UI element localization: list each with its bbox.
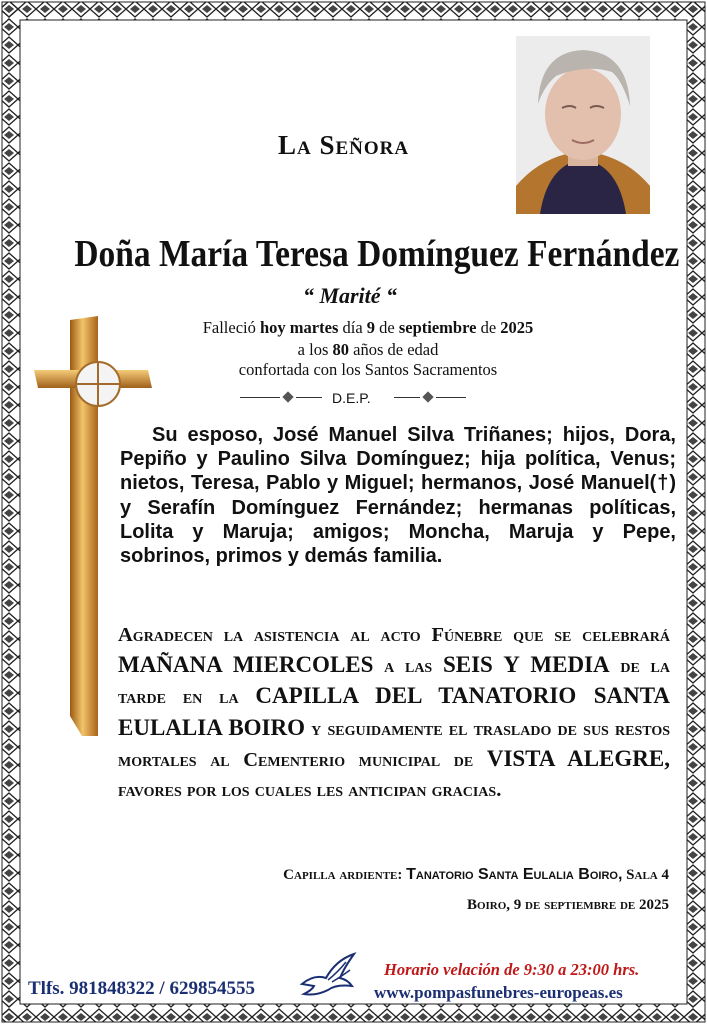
- phone-numbers: Tlfs. 981848322 / 629854555: [28, 981, 255, 999]
- deceased-nickname: “ Marité “: [302, 283, 398, 308]
- place-date: Boiro, 9 de septiembre de 2025: [466, 897, 669, 913]
- death-date-line: Falleció hoy martes día 9 de septiembre de 2025: [202, 318, 534, 337]
- chapel-line: Capilla ardiente: Tanatorio Santa Eulalia Boiro, Sala 4: [283, 866, 669, 883]
- dove-logo-icon: [298, 950, 358, 1000]
- deceased-name: Doña María Teresa Domínguez Fernández: [74, 233, 680, 275]
- family-paragraph: Su esposo, José Manuel Silva Triñanes; hijos, Dora, Pepiño y Paulino Silva Domínguez; hija política, Venus; nietos, Teresa, Pablo y Miguel; hermanos, José Manuel(†) y Serafín Domínguez Fernández; hermanas políticas, Lolita y Maruja; amigos; Moncha, Maruja y Pepe, sobrinos, primos y demás familia.: [120, 424, 676, 568]
- wake-hours: Horario velación de 9:30 a 23:00 hrs.: [384, 960, 640, 979]
- dep-separator: [240, 388, 470, 408]
- portrait-photo: [516, 36, 650, 214]
- sacraments-line: confortada con los Santos Sacramentos: [238, 360, 498, 379]
- website-link[interactable]: www.pompasfunebres-europeas.es: [374, 983, 623, 1002]
- title-prefix: La Señora: [278, 130, 410, 160]
- age-line: a los 80 años de edad: [297, 340, 439, 359]
- announcement-paragraph: Agradecen la asistencia al acto Fúnebre que se celebrará MAÑANA MIERCOLES a las SEIS Y MEDIA de la tarde en la CAPILLA DEL TANATORIO SANTA EULALIA BOIRO y seguidamente el traslado de sus restos mortales al Cementerio municipal de VISTA ALEGRE, favores por los cuales les anticipan gracias.: [118, 624, 670, 802]
- dep-label: D.E.P.: [332, 390, 371, 406]
